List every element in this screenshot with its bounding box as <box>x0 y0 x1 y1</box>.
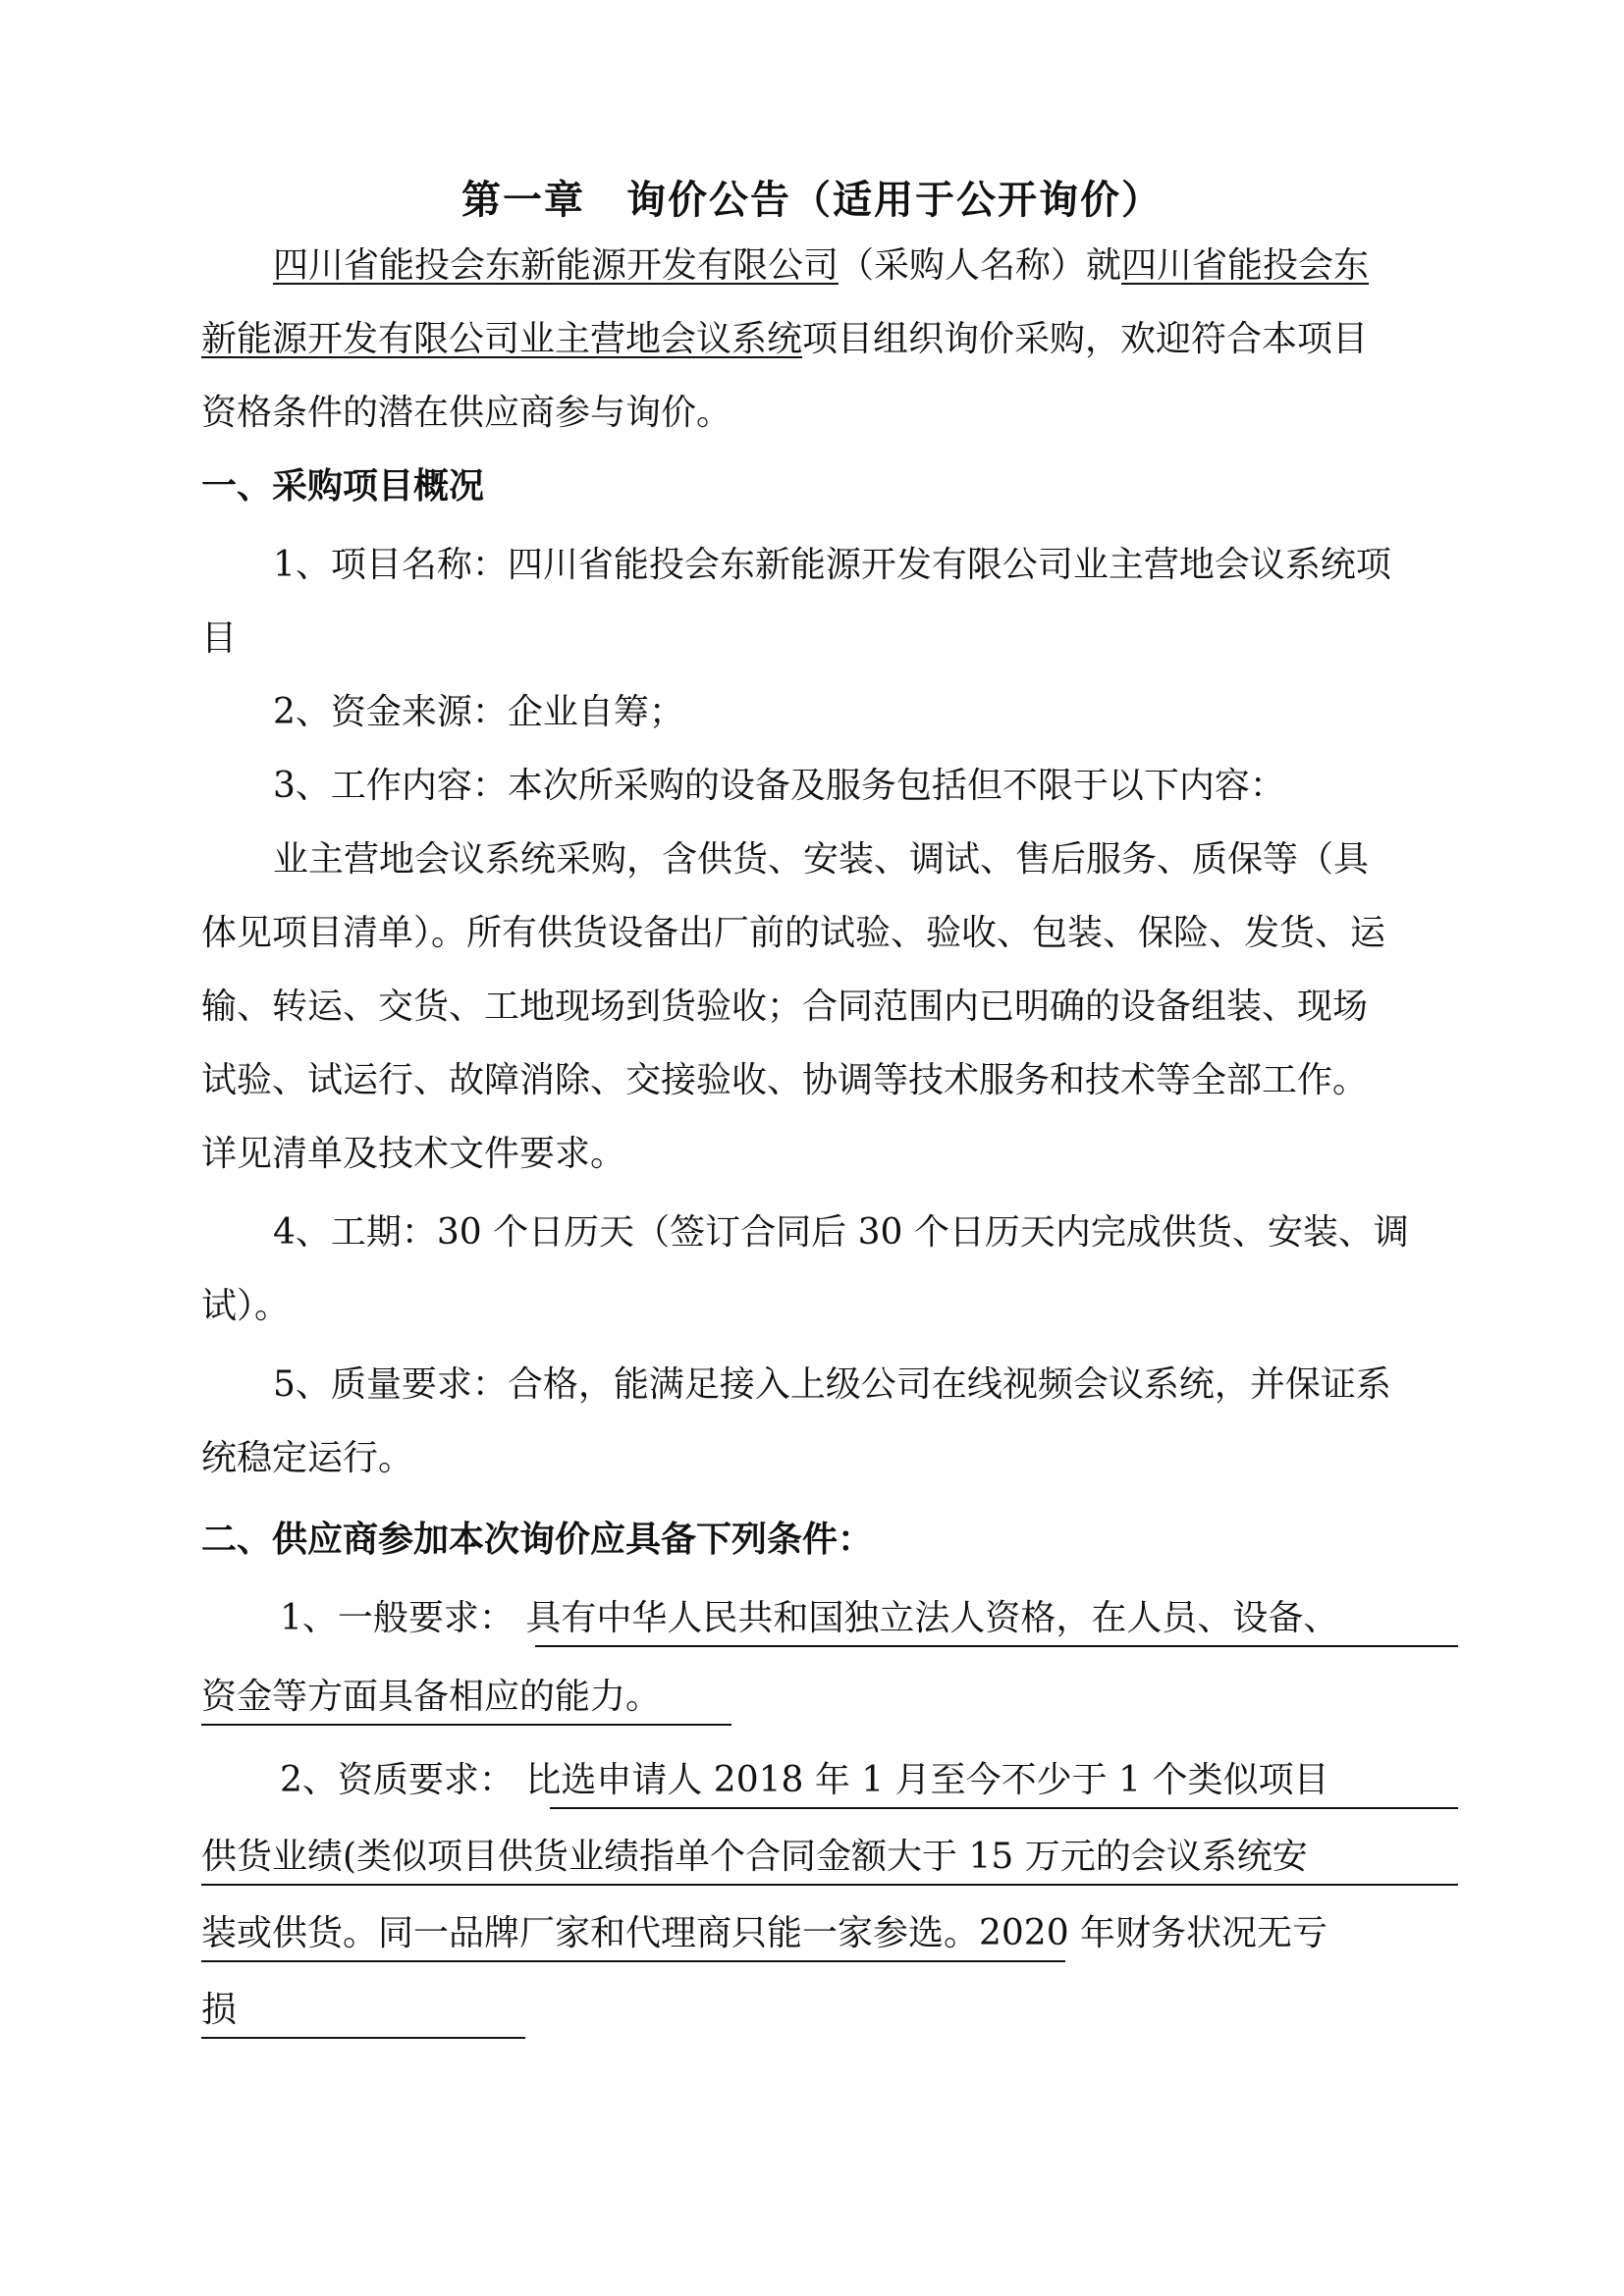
req-2-line-2: 供货业绩(类似项目供货业绩指单个合同金额大于 15 万元的会议系统安 <box>201 1837 1308 1877</box>
project-name-part1: 四川省能投会东 <box>1121 245 1370 286</box>
item-4-line-1: 4、工期：30 个日历天（签订合同后 30 个日历天内完成供货、安装、调 <box>273 1212 1409 1253</box>
item-4-line-2: 试）。 <box>201 1286 291 1326</box>
item-2: 2、资金来源：企业自筹； <box>273 692 684 732</box>
req-1-text-1: 具有中华人民共和国独立法人资格，在人员、设备、 <box>525 1598 1339 1638</box>
req-2-text-1: 比选申请人 2018 年 1 月至今不少于 1 个类似项目 <box>525 1760 1329 1800</box>
section-1-heading: 一、采购项目概况 <box>201 466 485 507</box>
req-2-line-4: 损 <box>201 1990 238 2030</box>
scope-line-2: 体见项目清单）。所有供货设备出厂前的试验、验收、包装、保险、发货、运 <box>201 913 1386 953</box>
req-2-underline-1 <box>550 1807 1458 1809</box>
req-1-underline-2 <box>201 1724 731 1726</box>
req-2-underline-2 <box>201 1884 1458 1886</box>
intro-line-2-tail: 项目组织询价采购，欢迎符合本项目 <box>802 319 1369 359</box>
intro-line-1 <box>273 242 1369 290</box>
req-2-label: 2、资质要求： <box>280 1760 514 1800</box>
page-title: 第一章 询价公告（适用于公开询价） <box>461 178 1163 223</box>
item-1-line-1: 1、项目名称：四川省能投会东新能源开发有限公司业主营地会议系统项 <box>273 545 1391 585</box>
req-1-line-1 <box>280 1595 1338 1642</box>
section-2-heading: 二、供应商参加本次询价应具备下列条件： <box>201 1520 874 1560</box>
scope-line-4: 试验、试运行、故障消除、交接验收、协调等技术服务和技术等全部工作。 <box>201 1060 1369 1100</box>
item-5-line-2: 统稳定运行。 <box>201 1438 414 1478</box>
scope-line-5: 详见清单及技术文件要求。 <box>201 1134 626 1174</box>
req-1-line-2: 资金等方面具备相应的能力。 <box>201 1677 662 1717</box>
item-1-line-2: 目 <box>201 618 238 659</box>
item-5-line-1: 5、质量要求：合格，能满足接入上级公司在线视频会议系统，并保证系 <box>273 1364 1391 1405</box>
item-3: 3、工作内容：本次所采购的设备及服务包括但不限于以下内容： <box>273 766 1285 806</box>
scope-line-3: 输、转运、交货、工地现场到货验收；合同范围内已明确的设备组装、现场 <box>201 987 1369 1027</box>
purchaser-label: （采购人名称）就 <box>839 245 1122 286</box>
req-1-underline-1 <box>535 1645 1458 1647</box>
req-1-label: 1、一般要求： <box>280 1598 514 1638</box>
intro-line-3: 资格条件的潜在供应商参与询价。 <box>201 393 732 433</box>
req-2-line-1 <box>280 1757 1328 1804</box>
req-2-underline-4 <box>201 2037 525 2039</box>
project-name-part2: 新能源开发有限公司业主营地会议系统 <box>201 319 803 359</box>
req-2-underline-3 <box>201 1960 1065 1962</box>
req-2-line-3: 装或供货。同一品牌厂家和代理商只能一家参选。2020 年财务状况无亏 <box>201 1913 1328 1953</box>
intro-line-2 <box>201 316 1368 363</box>
scope-line-1: 业主营地会议系统采购，含供货、安装、调试、售后服务、质保等（具 <box>273 839 1370 880</box>
purchaser-name: 四川省能投会东新能源开发有限公司 <box>273 245 839 286</box>
